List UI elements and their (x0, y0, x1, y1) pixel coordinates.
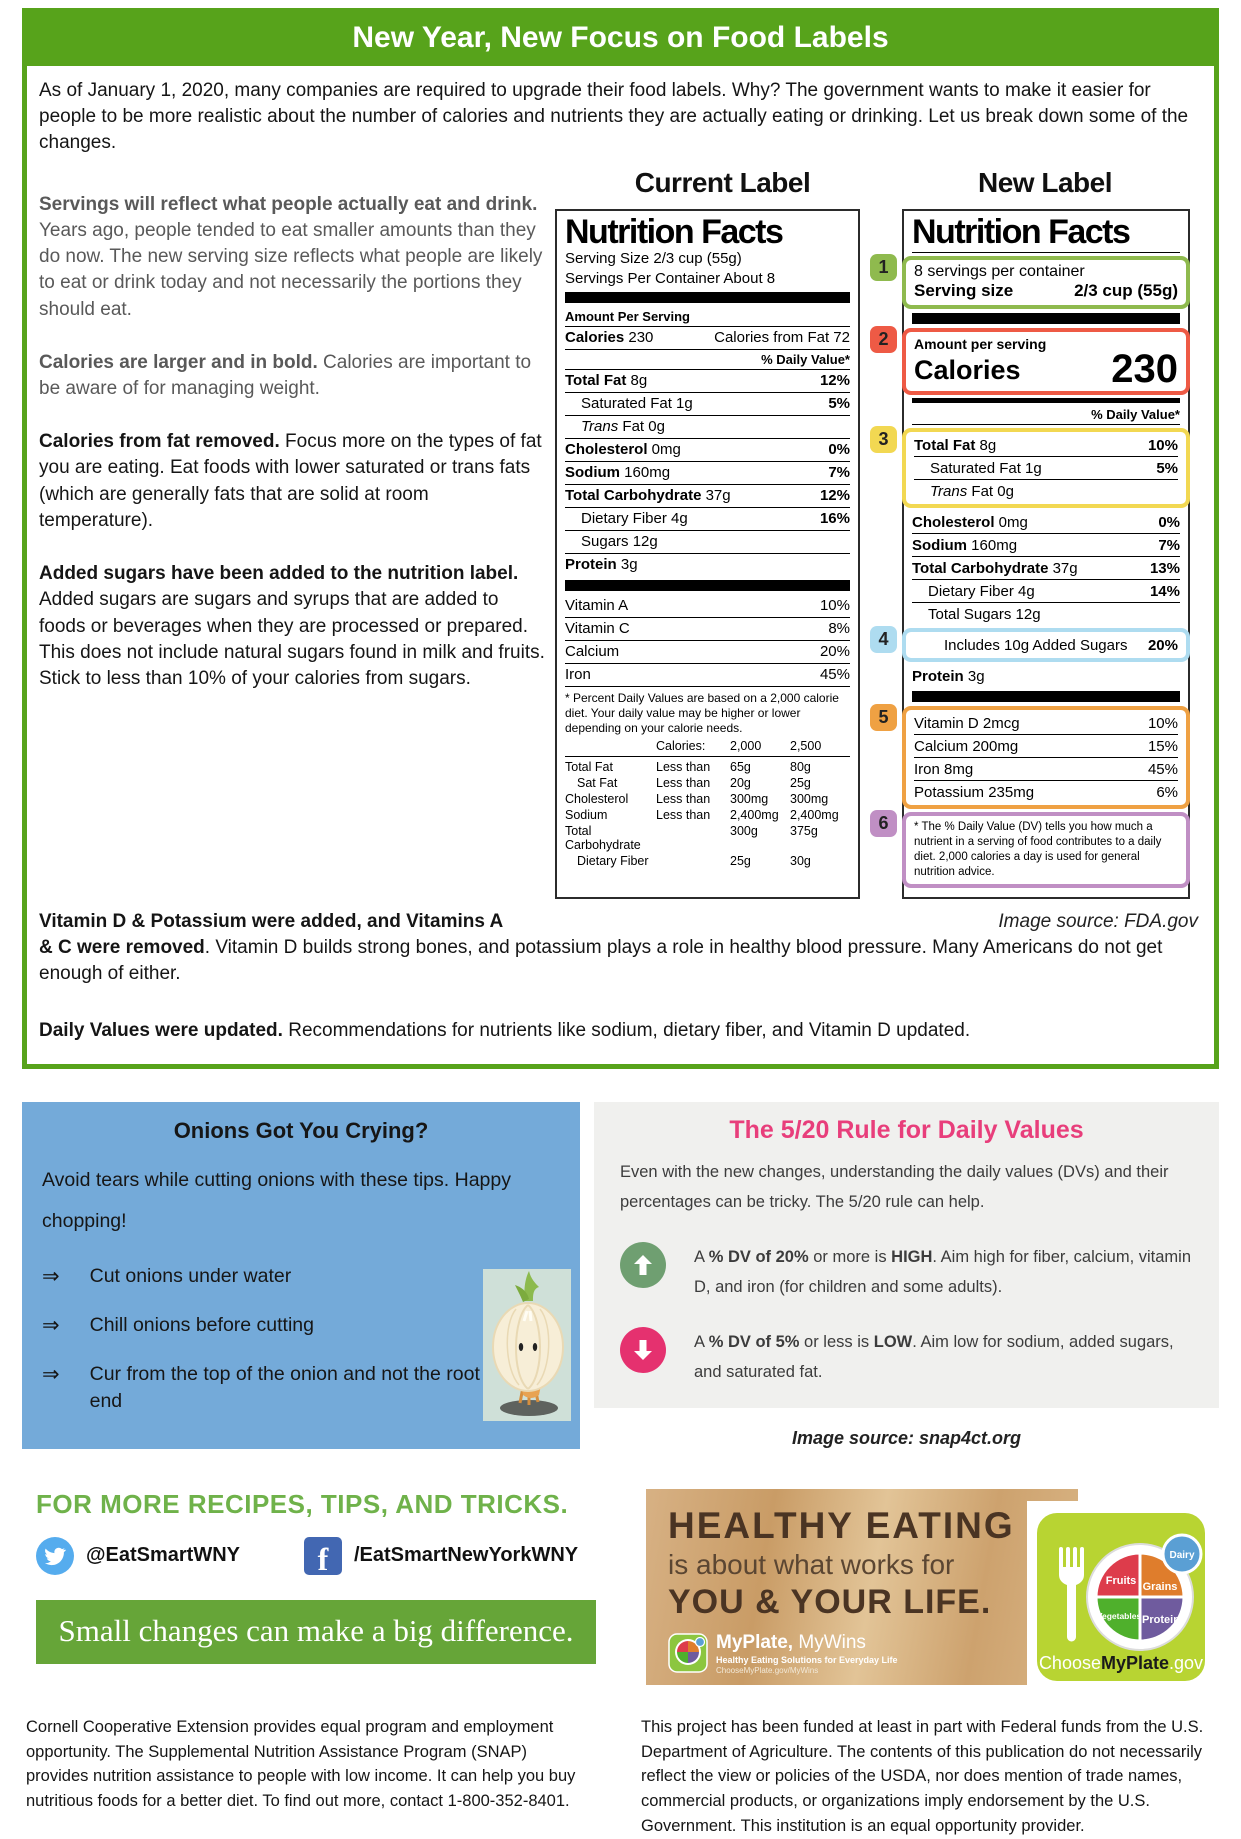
reference-row: Sodium Less than 2,400mg 2,400mg (565, 807, 839, 822)
vitamin-row: Calcium 20% (565, 641, 850, 664)
footnote-callout (878, 812, 1190, 888)
image-source-snap4ct: Image source: snap4ct.org (791, 1427, 1022, 1448)
paragraph-calories-from-fat: Calories from fat removed. Focus more on the types of fat you are eating. Eat foods with lower saturated or trans fats (which are generally fats that are solid at room temperature). (39, 431, 542, 531)
svg-text:Dairy: Dairy (1169, 1549, 1195, 1561)
up-arrow-icon (620, 1242, 666, 1288)
facebook-icon[interactable]: f (304, 1537, 342, 1575)
vitamin-row: Iron 8mg 45% (914, 758, 1178, 781)
calories-row: Calories 230 Calories from Fat 72 (565, 327, 850, 350)
nutrient-row: Sugars 12g (565, 531, 850, 554)
rule-box-intro: Even with the new changes, understanding the daily values (DVs) and their percentages can be tricky. The 5/20 rule can help. (620, 1162, 1169, 1212)
daily-value-header: % Daily Value* (565, 350, 850, 370)
paragraph-calories-bold: Calories are larger and in bold. Calories are important to be aware of for managing weight. (39, 351, 532, 399)
healthy-eating-graphic (646, 1489, 1078, 1685)
svg-text:Fruits: Fruits (1105, 1574, 1137, 1587)
vitamin-row: Potassium 235mg 6% (914, 783, 1178, 801)
double-arrow-icon: ⇒ (42, 1313, 60, 1337)
healthy-eating-column (624, 1489, 1219, 1685)
nutrient-row: Total Sugars 12g (928, 605, 1041, 623)
reference-table (565, 738, 850, 869)
myplate-mini-logo (668, 1633, 708, 1673)
reference-header-row: Calories: 2,000 2,500 (656, 738, 822, 753)
nutrient-row: Trans Fat 0g (930, 482, 1014, 500)
nutrient-row: Sodium 160mg 7% (565, 462, 850, 485)
reference-row: Dietary Fiber 25g 30g (577, 853, 811, 868)
article-text-column (37, 165, 545, 899)
main-article-panel (22, 8, 1219, 1069)
nutrient-row: Dietary Fiber 4g 14% (912, 580, 1180, 603)
nutrient-row: Dietary Fiber 4g 16% (565, 508, 850, 531)
reference-row: Sat Fat Less than 20g 25g (577, 775, 811, 790)
onion-box-title: Onions Got You Crying? (173, 1117, 429, 1143)
intro-paragraph: As of January 1, 2020, many companies are required to upgrade their food labels. Why? The government wants to make it easier for people to be more realistic about the number of calories and nutrients they are actually eating or drinking. Let us break down some of the changes. (39, 80, 1189, 154)
rule-high: A % DV of 20% or more is HIGH. Aim high for fiber, calcium, vitamin D, and iron (for children and some adults). (620, 1242, 1193, 1303)
vitamin-row: Vitamin A 10% (565, 595, 850, 618)
nutrient-row: Cholesterol 0mg 0% (565, 439, 850, 462)
reference-row: Total Carbohydrate 300g 375g (565, 823, 818, 852)
healthy-eating-line3: YOU & YOUR LIFE. (668, 1582, 992, 1621)
paragraph-servings: Servings will reflect what people actually eat and drink. Years ago, people tended to eat smaller amounts than they do now. The new serving size reflects what people are likely to eat or drink today and not necessarily the portions they should eat. (39, 193, 543, 320)
myplate-mywins-title: MyPlate, MyWins (716, 1631, 866, 1653)
down-arrow-icon (620, 1327, 666, 1373)
twitter-icon[interactable] (36, 1537, 74, 1575)
reference-row: Total Fat Less than 65g 80g (565, 756, 850, 775)
current-label-heading: Current Label (634, 166, 811, 198)
divider-bar (565, 580, 850, 591)
nutrient-row: Protein 3g (912, 667, 985, 685)
onion-box-intro: Avoid tears while cutting onions with these tips. Happy chopping! (42, 1168, 511, 1232)
label-footnote: * Percent Daily Values are based on a 2,000 calorie diet. Your daily value may be higher or lower depending on your calorie needs. (565, 690, 839, 735)
myplate-mywins-subtitle: Healthy Eating Solutions for Everyday Life (716, 1654, 898, 1665)
nutrient-row: Includes 10g Added Sugars 20% (944, 636, 1178, 654)
svg-text:Vegetables: Vegetables (1096, 1610, 1142, 1621)
rule-low: A % DV of 5% or less is LOW. Aim low for sodium, added sugars, and saturated fat. (620, 1327, 1193, 1388)
new-label-heading: New Label (978, 166, 1112, 198)
recipes-heading: FOR MORE RECIPES, TIPS, AND TRICKS. (36, 1488, 569, 1519)
svg-text:Grains: Grains (1142, 1580, 1178, 1593)
paragraph-daily-values: Daily Values were updated. Recommendations for nutrients like sodium, dietary fiber, and Vitamin D updated. (39, 1019, 971, 1041)
facebook-handle[interactable]: /EatSmartNewYorkWNY (353, 1544, 579, 1567)
paragraph-vitamins-line1: Vitamin D & Potassium were added, and Vitamins A (39, 911, 504, 933)
reference-row: Cholesterol Less than 300mg 300mg (565, 791, 829, 806)
calories-callout: 2 Amount per serving Calories 230 (902, 328, 1190, 395)
new-nutrition-label (878, 209, 1190, 899)
nutrient-row: Saturated Fat 1g 5% (914, 457, 1178, 480)
fine-print-right: This project has been funded at least in part with Federal funds from the U.S. Department of Agriculture. The contents of this publication do not necessarily reflect the view or policies of the USDA, nor does mention of trade names, commercial products, or organizations imply endorsement by the U.S. Government. This institution is an equal opportunity provider. (641, 1717, 1204, 1835)
nutrient-row: Total Carbohydrate 37g 12% (565, 485, 850, 508)
fats-callout (878, 428, 1190, 508)
serving-size-callout: 1 8 servings per container Serving size 2/3 cup (55g) (902, 256, 1190, 309)
nutrient-row: Saturated Fat 1g 5% (565, 393, 850, 416)
rule-column (594, 1102, 1219, 1449)
paragraph-vitamins-continued: & C were removed. Vitamin D builds strong bones, and potassium plays a role in healthy blood pressure. Many Americans do not get enough of either. (39, 937, 1163, 985)
page-title: New Year, New Focus on Food Labels (27, 13, 1214, 66)
double-arrow-icon: ⇒ (42, 1264, 60, 1288)
fine-print-left: Cornell Cooperative Extension provides equal program and employment opportunity. The Supplemental Nutrition Assistance Program (SNAP) provides nutrition assistance to people with low income. It can help you buy nutritious foods for a better diet. To find out more, contact 1-800-352-8401. (26, 1717, 576, 1811)
divider-bar (912, 398, 1180, 403)
callout-number-6: 6 (870, 810, 897, 837)
tagline-banner: Small changes can make a big difference. (36, 1600, 596, 1664)
nf-title: Nutrition Facts (912, 215, 1180, 254)
divider-bar (912, 691, 1180, 702)
label-footnote: * The % Daily Value (DV) tells you how much a nutrient in a serving of food contributes to a daily diet. 2,000 calories a day is used for general nutrition advice. (914, 821, 1162, 879)
vitamin-row: Calcium 200mg 15% (914, 735, 1178, 758)
nutrient-row: Total Fat 8g 10% (914, 434, 1178, 457)
nutrient-row: Protein 3g (565, 556, 638, 574)
nf-title: Nutrition Facts (565, 212, 783, 251)
myplate-mywins-url: ChooseMyPlate.gov/MyWins (716, 1665, 819, 1675)
labels-comparison (545, 165, 1200, 899)
onion-tip: ⇒ Chill onions before cutting (42, 1312, 482, 1340)
rule-box-title: The 5/20 Rule for Daily Values (729, 1115, 1084, 1144)
vitamin-row: Vitamin D 2mcg 10% (914, 712, 1178, 735)
onion-tip: ⇒ Cur from the top of the onion and not the root end (42, 1361, 482, 1414)
paragraph-added-sugars: Added sugars have been added to the nutrition label. Added sugars are sugars and syrups that are added to foods or beverages when they are processed or prepared. This does not include natural sugars found in milk and fruits. Stick to less than 10% of your calories from sugars. (39, 563, 545, 689)
divider-bar (565, 292, 850, 303)
callout-number-5: 5 (870, 704, 897, 731)
divider-bar (912, 313, 1180, 324)
serving-size-line: Serving Size 2/3 cup (55g) (565, 250, 742, 268)
double-arrow-icon: ⇒ (42, 1363, 60, 1387)
onion-illustration (483, 1269, 571, 1421)
nutrient-row: Total Fat 8g 12% (565, 370, 850, 393)
nutrient-row: Total Carbohydrate 37g 13% (912, 557, 1180, 580)
svg-text:Protein: Protein (1142, 1613, 1180, 1626)
nutrient-row: Cholesterol 0mg 0% (912, 511, 1180, 534)
social-column (22, 1489, 624, 1685)
new-nutrition-label-wrap (878, 209, 1190, 899)
onion-tips-box (22, 1102, 580, 1449)
vitamin-row: Iron 45% (565, 664, 850, 687)
callout-number-1: 1 (870, 254, 897, 281)
daily-value-header: % Daily Value* (912, 405, 1180, 425)
current-nutrition-label (555, 209, 860, 899)
svg-text:ChooseMyPlate.gov: ChooseMyPlate.gov (1038, 1652, 1204, 1673)
callout-number-3: 3 (870, 426, 897, 453)
image-source-fda: Image source: FDA.gov (998, 911, 1198, 933)
choosemyplate-logo (1027, 1501, 1215, 1702)
healthy-eating-line1: HEALTHY EATING (668, 1504, 1015, 1546)
servings-per-line: Servings Per Container About 8 (565, 269, 776, 287)
twitter-handle[interactable]: @EatSmartWNY (86, 1544, 240, 1567)
vitamins-callout (878, 706, 1190, 809)
nutrient-row: Trans Fat 0g (565, 416, 850, 439)
amount-per-serving: Amount Per Serving (565, 307, 850, 327)
healthy-eating-line2: is about what works for (668, 1548, 955, 1580)
onion-tip: ⇒ Cut onions under water (42, 1263, 482, 1291)
callout-number-4: 4 (870, 626, 897, 653)
added-sugars-callout (878, 628, 1190, 662)
callout-number-2: 2 (870, 326, 897, 353)
vitamin-row: Vitamin C 8% (565, 618, 850, 641)
nutrient-row: Sodium 160mg 7% (912, 534, 1180, 557)
five-twenty-rule-box (594, 1102, 1219, 1408)
